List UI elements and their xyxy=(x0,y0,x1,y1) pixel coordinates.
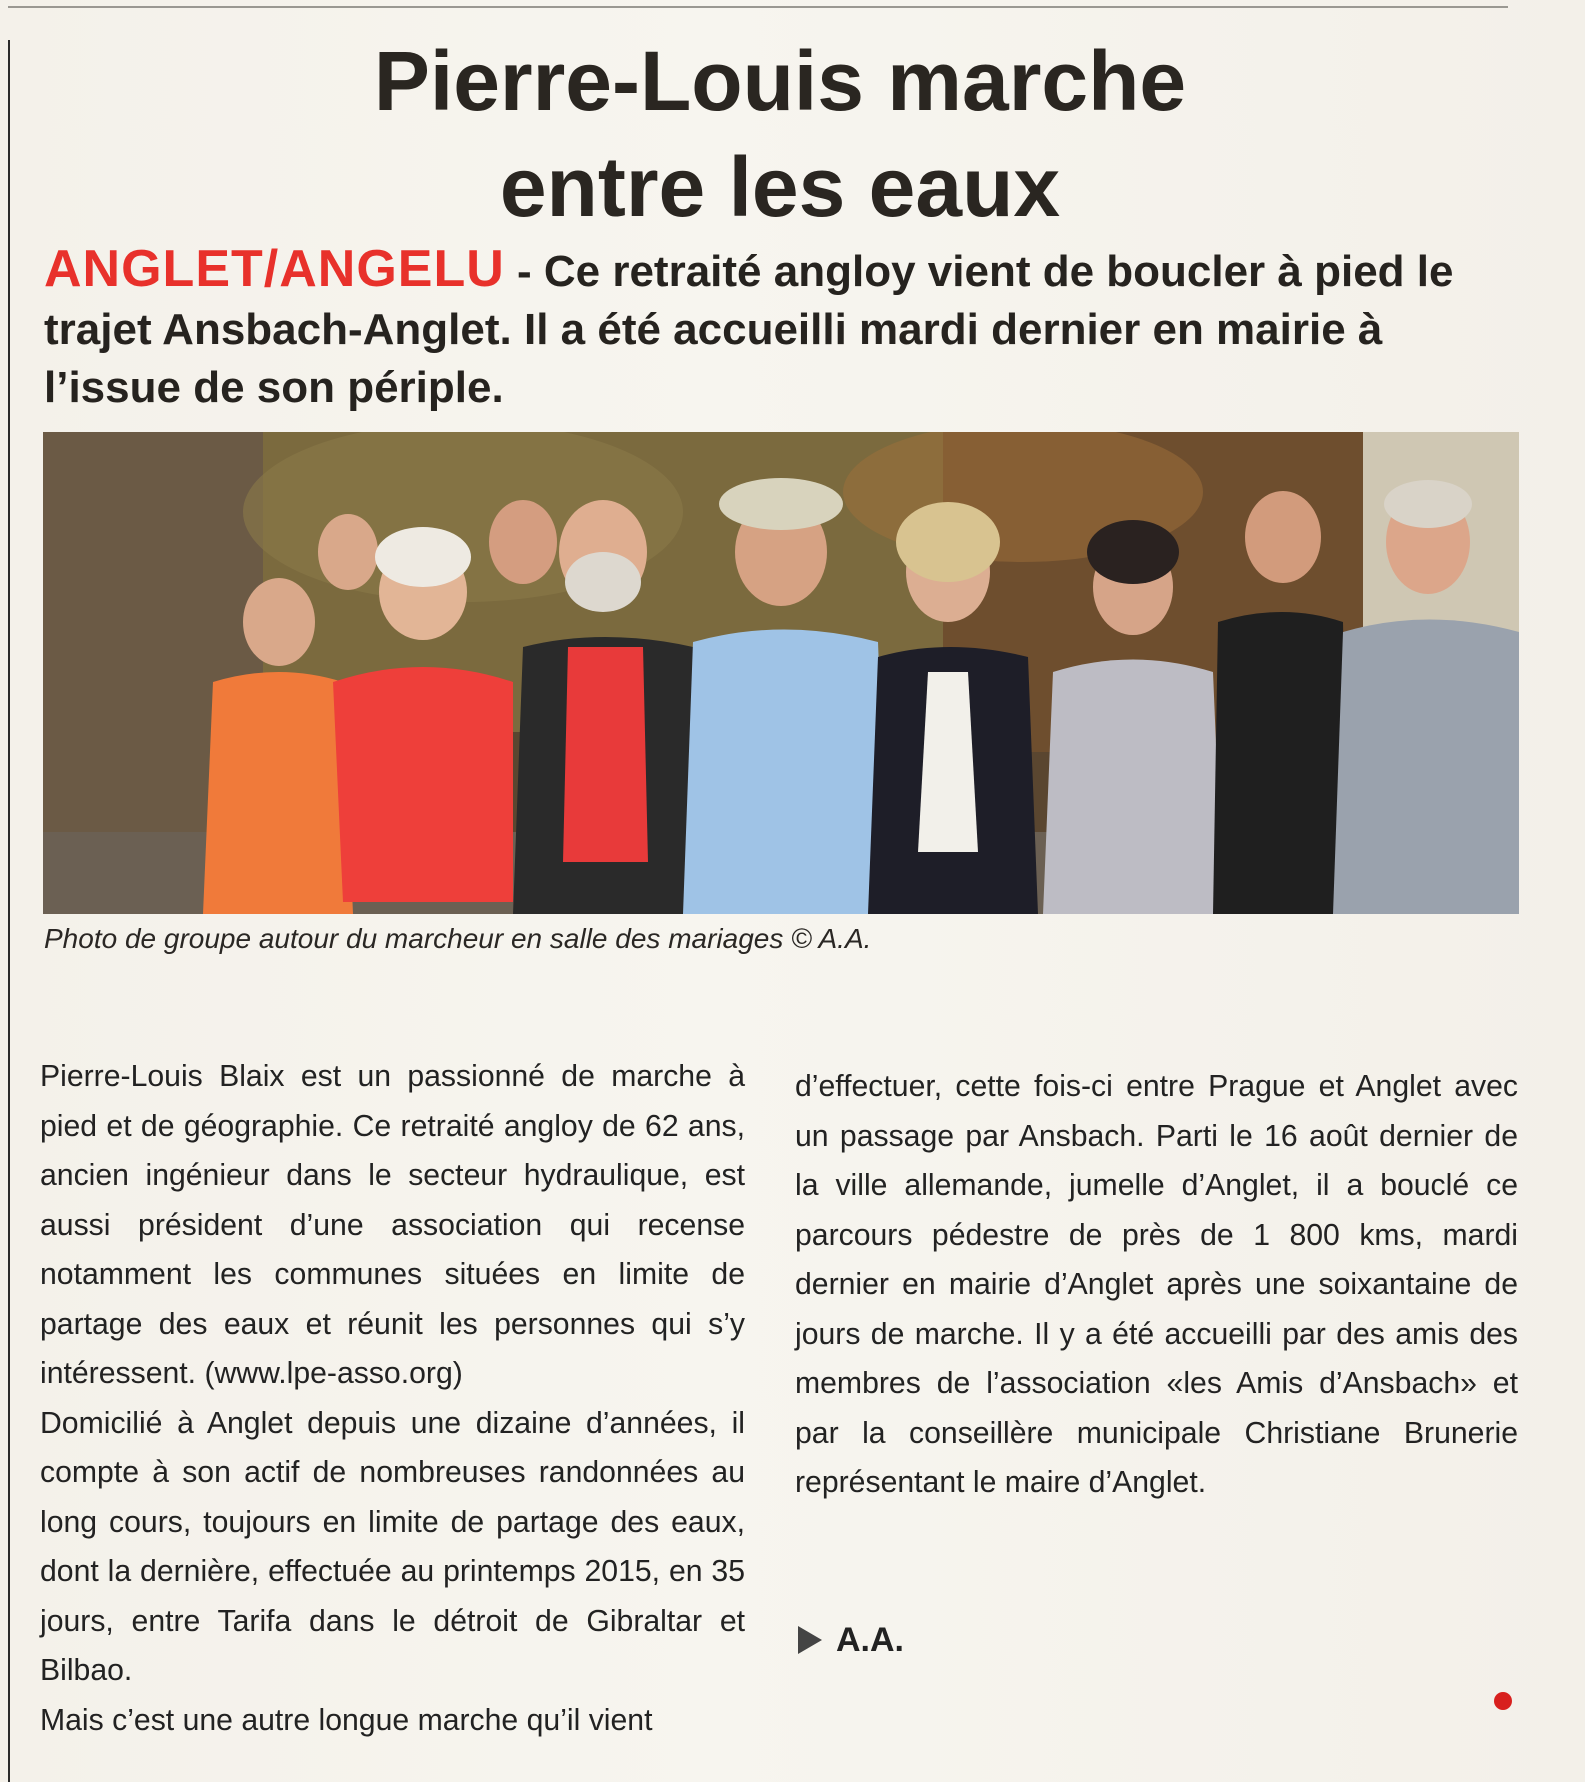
headline-line-1: Pierre-Louis marche xyxy=(373,34,1187,128)
body-paragraph: d’effectuer, cette fois-ci entre Prague et Anglet avec un passage par Ansbach. Parti le 16 août dernier de la ville allemande, jumelle d’Anglet, il a bouclé ce parcours pédestre de près de 1 800 kms, mardi dernier en mairie d’Anglet après une soixantaine de jours de marche. Il y a été accueilli par des amis des membres de l’association «les Amis d’Ansbach» et par la conseillère municipale Christiane Brunerie représentant le maire d’Anglet. xyxy=(795,1070,1518,1499)
photo-caption: Photo de groupe autour du marcheur en salle des mariages © A.A. xyxy=(44,923,872,954)
body-column-right xyxy=(795,1062,1518,1508)
signature-text: A.A. xyxy=(836,1621,904,1659)
lede xyxy=(44,240,1494,417)
body-paragraph: Pierre-Louis Blaix est un passionné de marche à pied et de géographie. Ce retraité angloy de 62 ans, ancien ingénieur dans le secteur hydraulique, est aussi président d’une association qui recense notamment les communes situées en limite de partage des eaux et réunit les personnes qui s’y intéressent. (www.lpe-asso.org) xyxy=(40,1060,745,1390)
lede-text: - Ce retraité angloy vient de boucler à pied le trajet Ansbach-Anglet. Il a été accueilli mardi dernier en mairie à l’issue de son périple. xyxy=(44,247,1454,412)
kicker: ANGLET/ANGELU xyxy=(44,240,505,298)
body-paragraph: Domicilié à Anglet depuis une dizaine d’années, il compte à son actif de nombreuses randonnées au long cours, toujours en limite de partage des eaux, dont la dernière, effectuée au printemps 2015, en 35 jours, entre Tarifa dans le détroit de Gibraltar et Bilbao. xyxy=(40,1406,745,1687)
group-photo-illustration xyxy=(43,432,1519,914)
body-paragraph: Mais c’est une autre longue marche qu’il vient xyxy=(40,1703,653,1737)
group-photo xyxy=(43,432,1519,914)
author-signature xyxy=(798,1618,904,1662)
column-rule xyxy=(8,40,10,1782)
top-rule xyxy=(8,6,1508,8)
headline-line-2: entre les eaux xyxy=(499,140,1061,234)
headline xyxy=(60,28,1500,240)
arrow-right-icon xyxy=(798,1626,822,1654)
body-column-left xyxy=(40,1052,745,1745)
end-marker-dot xyxy=(1494,1692,1512,1710)
